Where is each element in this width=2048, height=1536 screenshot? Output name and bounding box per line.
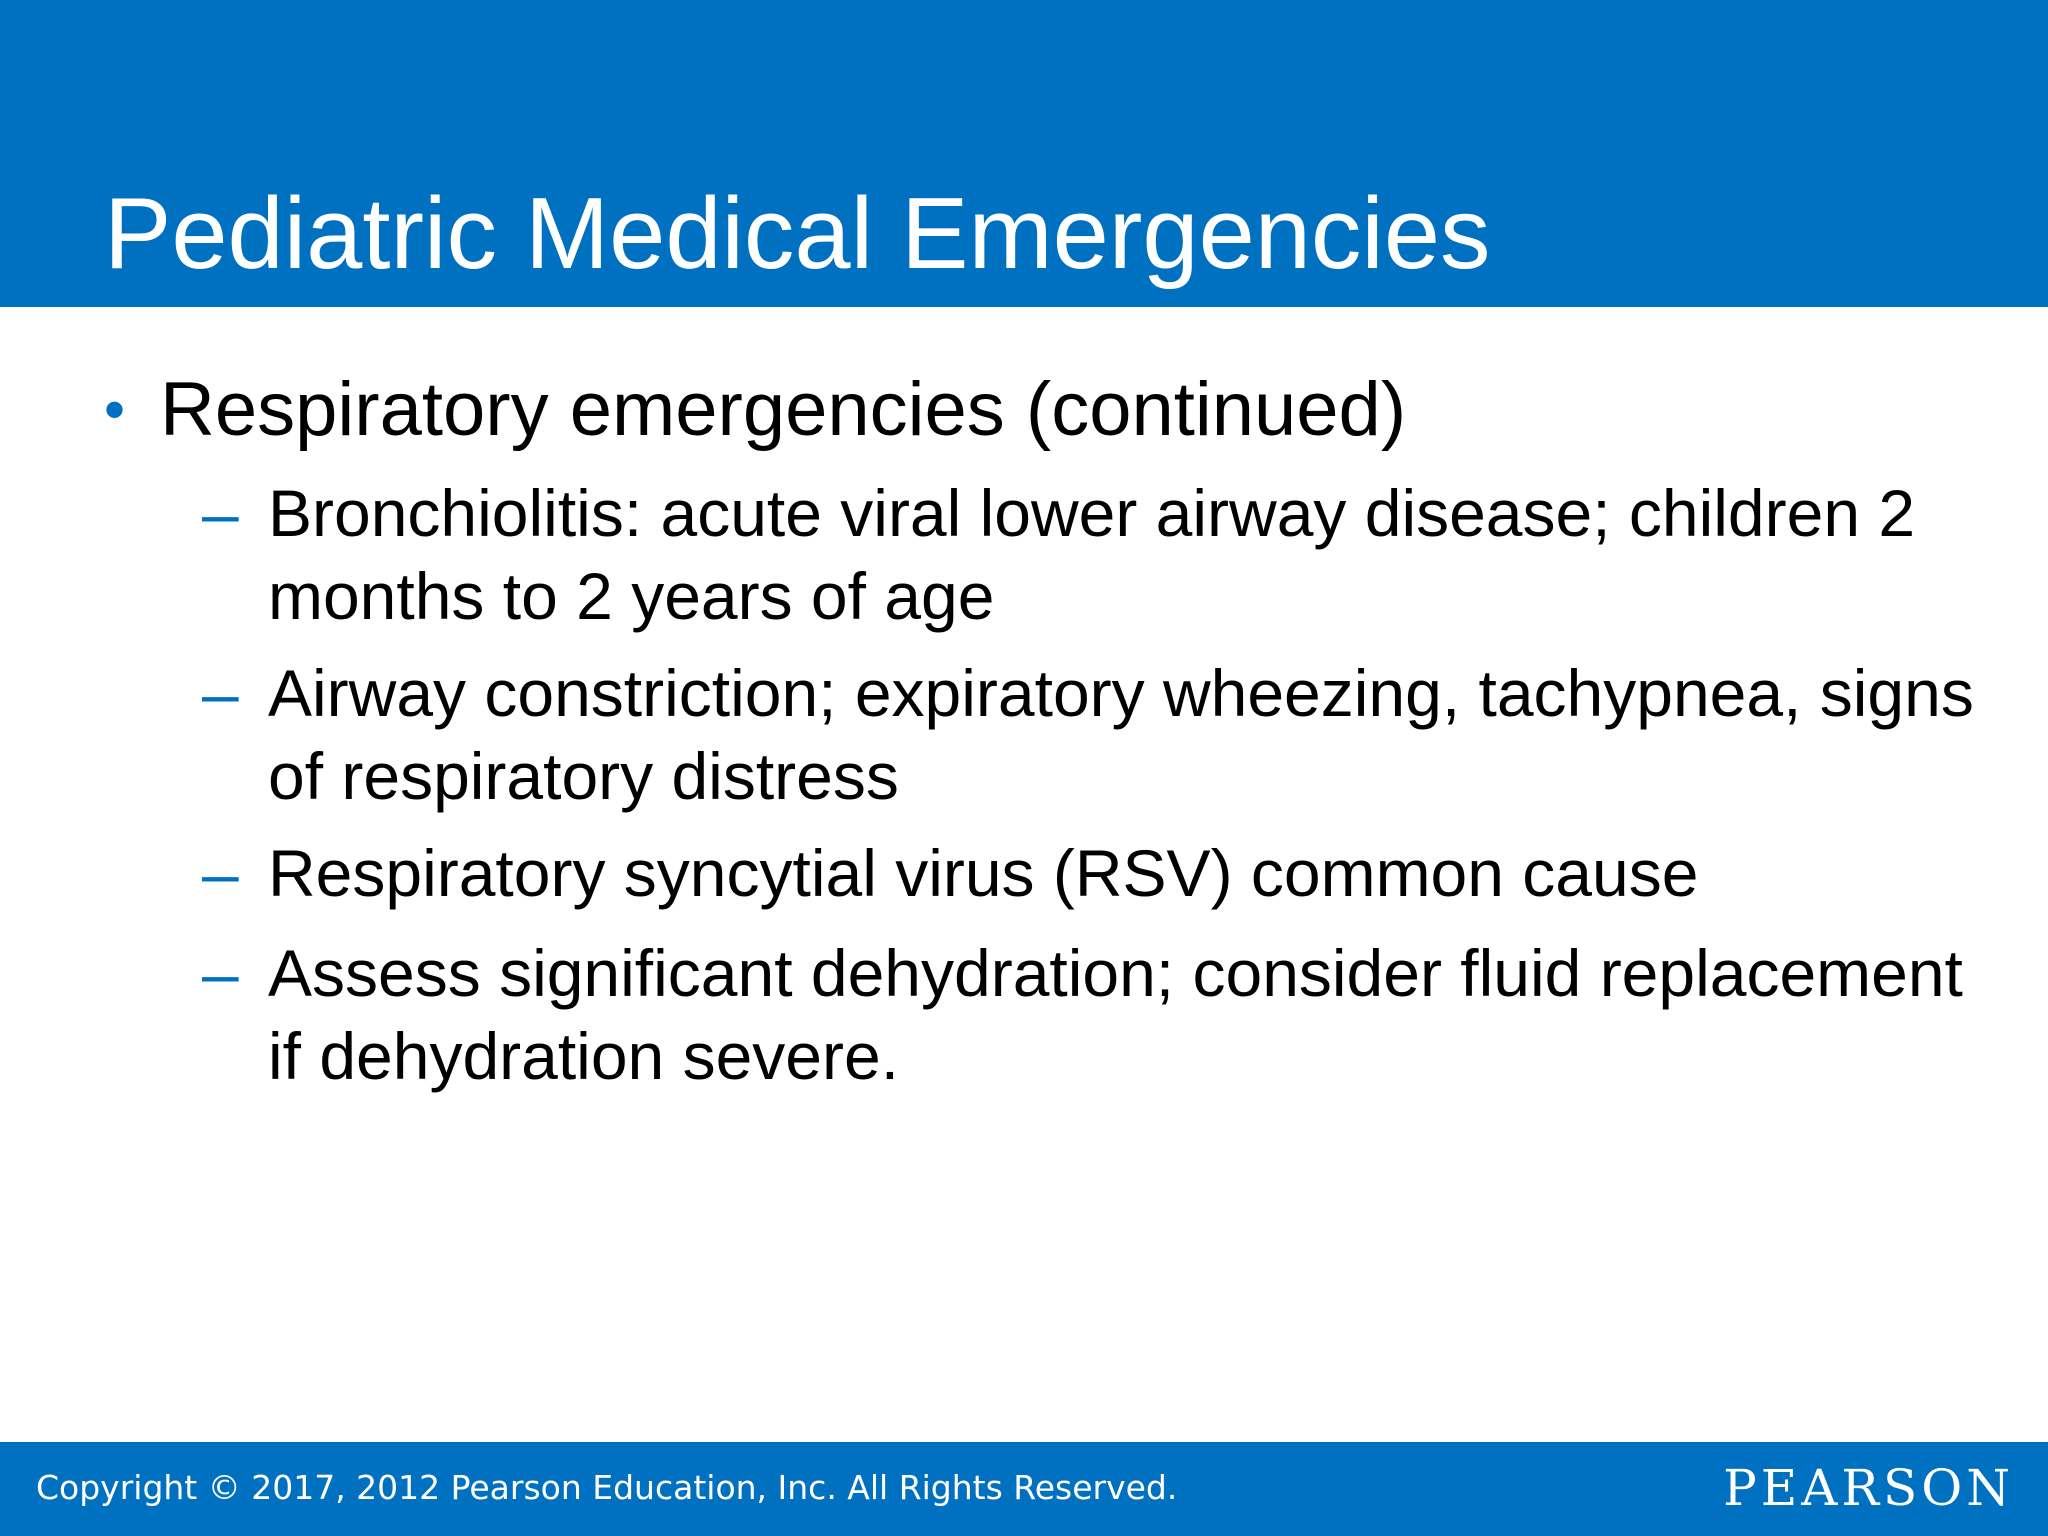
sub-bullet-text: Assess significant dehydration; consider fluid replacement if dehydration severe. [268,936,1963,1093]
dash-icon: – [202,936,239,1010]
dash-icon: – [202,836,239,910]
sub-bullet-text: Respiratory syncytial virus (RSV) common cause [268,836,1699,910]
footer-bar [0,1442,2048,1536]
sub-bullet-text: Bronchiolitis: acute viral lower airway disease; children 2 months to 2 years of age [268,476,1916,633]
bullet-text: Respiratory emergencies (continued) [160,367,1407,452]
dash-icon: – [202,656,239,730]
pearson-logo: PEARSON [1723,1459,2014,1517]
slide-title: Pediatric Medical Emergencies [104,178,1491,290]
bullet-dot-icon: • [104,376,126,443]
dash-icon: – [202,476,239,550]
sub-bullet-text: Airway constriction; expiratory wheezing, tachypnea, signs of respiratory distress [268,656,1974,813]
title-bar [0,0,2048,307]
copyright-notice: Copyright © 2017, 2012 Pearson Education, Inc. All Rights Reserved. [36,1468,1178,1507]
